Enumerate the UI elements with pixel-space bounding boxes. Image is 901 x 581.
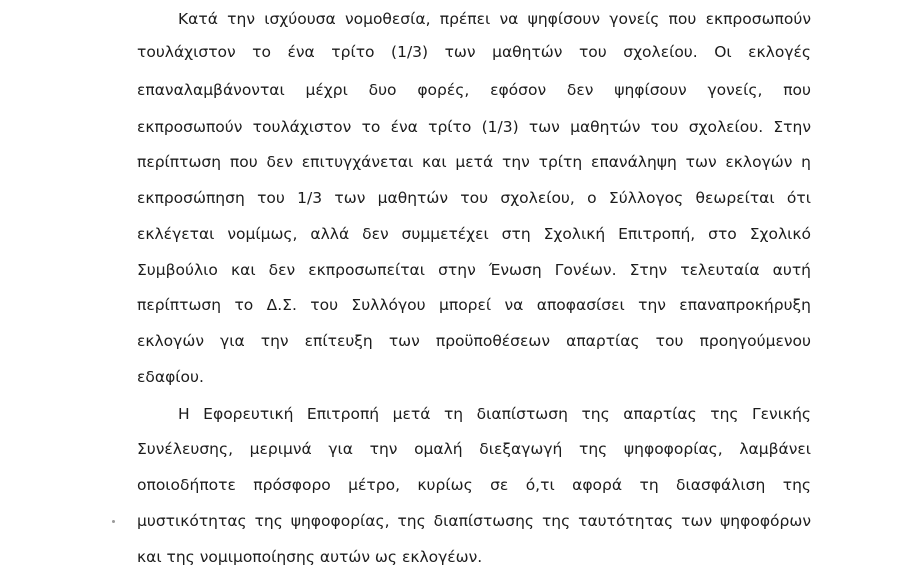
paragraph-line: Κατά την ισχύουσα νομοθεσία, πρέπει να ψηφίσουν γονείς που εκπροσωπούν bbox=[178, 10, 811, 28]
paragraph-line: επαναλαμβάνονται μέχρι δυο φορές, εφόσον δεν ψηφίσουν γονείς, που bbox=[137, 81, 811, 99]
paragraph-line: τουλάχιστον το ένα τρίτο (1/3) των μαθητών του σχολείου. Οι εκλογές bbox=[137, 43, 811, 61]
scan-speck bbox=[112, 520, 115, 523]
paragraph-line: μυστικότητας της ψηφοφορίας, της διαπίστωσης της ταυτότητας των ψηφοφόρων bbox=[137, 512, 811, 530]
paragraph-line: εκλέγεται νομίμως, αλλά δεν συμμετέχει στη Σχολική Επιτροπή, στο Σχολικό bbox=[137, 225, 811, 243]
paragraph-line: και της νομιμοποίησης αυτών ως εκλογέων. bbox=[137, 548, 483, 566]
paragraph-line: περίπτωση που δεν επιτυγχάνεται και μετά την τρίτη επανάληψη των εκλογών η bbox=[137, 153, 811, 171]
paragraph-line: Συμβούλιο και δεν εκπροσωπείται στην Ένωση Γονέων. Στην τελευταία αυτή bbox=[137, 261, 811, 279]
paragraph-line: οποιοδήποτε πρόσφορο μέτρο, κυρίως σε ό,τι αφορά τη διασφάλιση της bbox=[137, 476, 811, 494]
paragraph-line: Η Εφορευτική Επιτροπή μετά τη διαπίστωση της απαρτίας της Γενικής bbox=[178, 405, 811, 423]
paragraph-line: εκλογών για την επίτευξη των προϋποθέσεων απαρτίας του προηγούμενου bbox=[137, 332, 811, 350]
paragraph-line: Συνέλευσης, μεριμνά για την ομαλή διεξαγωγή της ψηφοφορίας, λαμβάνει bbox=[137, 440, 811, 458]
paragraph-line: εκπροσώπηση του 1/3 των μαθητών του σχολείου, ο Σύλλογος θεωρείται ότι bbox=[137, 189, 811, 207]
paragraph-line: εκπροσωπούν τουλάχιστον το ένα τρίτο (1/3) των μαθητών του σχολείου. Στην bbox=[137, 118, 811, 136]
paragraph-line: εδαφίου. bbox=[137, 368, 204, 386]
paragraph-line: περίπτωση το Δ.Σ. του Συλλόγου μπορεί να αποφασίσει την επαναπροκήρυξη bbox=[137, 296, 811, 314]
